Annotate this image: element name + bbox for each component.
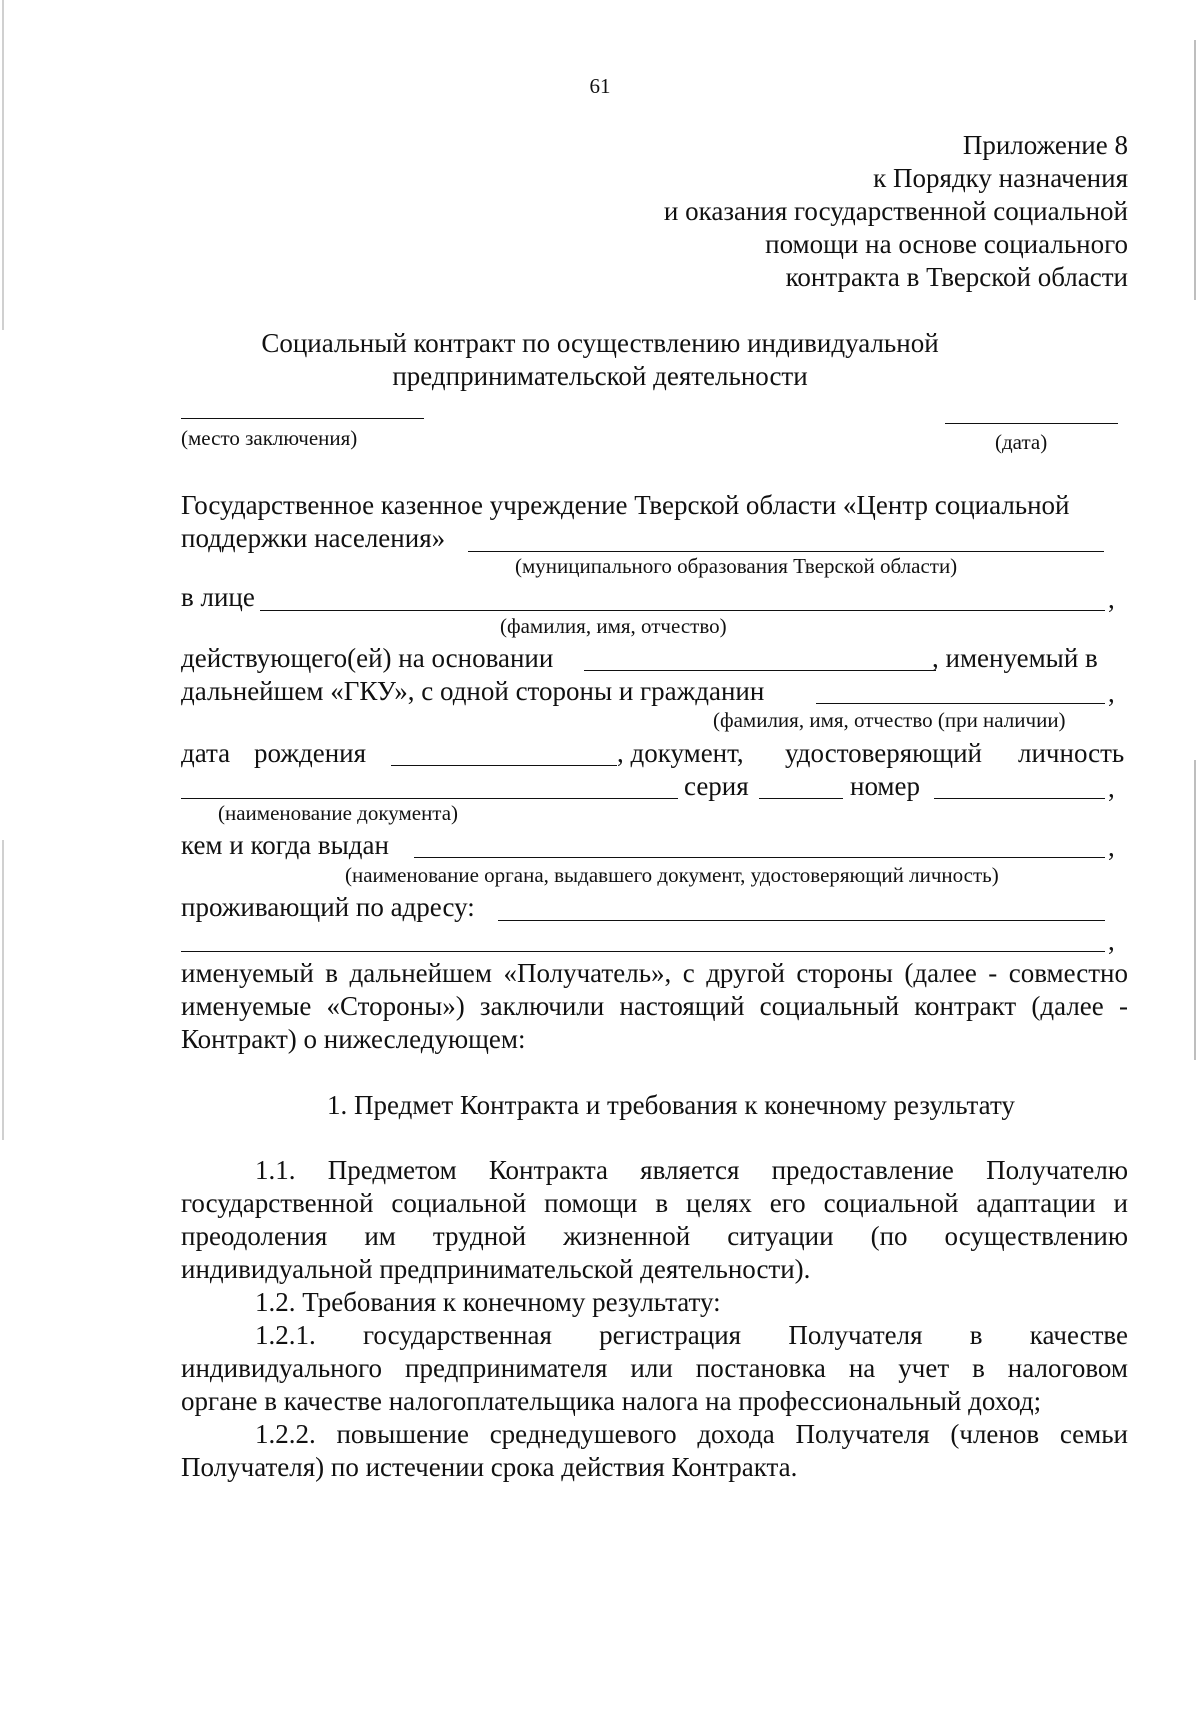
address-label: проживающий по адресу: xyxy=(181,892,475,922)
place-label: (место заключения) xyxy=(181,426,358,450)
scan-edge-mark xyxy=(1194,760,1196,1060)
clause-1-2-2-line-1: 1.2.2. повышение среднедушевого дохода Получателя (членов семьи xyxy=(255,1419,1128,1449)
date-blank xyxy=(945,423,1118,424)
municipality-blank xyxy=(468,551,1104,552)
clause-1-1-line-4: индивидуальной предпринимательской деятельности). xyxy=(181,1254,811,1284)
identifying-word: удостоверяющий xyxy=(785,738,982,768)
scan-edge-mark xyxy=(2,840,4,1140)
number-blank xyxy=(934,798,1105,799)
fio-optional-label: (фамилия, имя, отчество (при наличии) xyxy=(713,708,1066,732)
address-blank-2 xyxy=(181,951,1105,952)
page-number: 61 xyxy=(589,74,611,98)
clause-1-1-line-3: преодоления им трудной жизненной ситуации (по осуществлению xyxy=(181,1221,1128,1251)
birth-date-blank xyxy=(391,765,617,766)
gku-citizen-label: дальнейшем «ГКУ», с одной стороны и гражданин xyxy=(181,676,765,706)
hereinafter-label: , именуемый в xyxy=(932,643,1098,673)
document-word: , документ, xyxy=(617,738,744,768)
recipient-line-1: именуемый в дальнейшем «Получатель», с другой стороны (далее - совместно xyxy=(181,958,1128,988)
clause-1-1-line-2: государственной социальной помощи в целях его социальной адаптации и xyxy=(181,1188,1128,1218)
appendix-line-2: к Порядку назначения xyxy=(873,163,1128,193)
fio-label: (фамилия, имя, отчество) xyxy=(500,614,727,638)
appendix-line-1: Приложение 8 xyxy=(962,130,1128,160)
clause-1-2-2-line-2: Получателя) по истечении срока действия Контракта. xyxy=(181,1452,798,1482)
scan-edge-mark xyxy=(2,0,4,330)
clause-1-2-1-line-2: индивидуального предпринимателя или постановка на учет в налоговом xyxy=(181,1353,1128,1383)
issued-by-label: кем и когда выдан xyxy=(181,830,389,860)
identity-word: личность xyxy=(1018,738,1125,768)
appendix-line-5: контракта в Тверской области xyxy=(785,262,1128,292)
clause-1-2-1-line-3: органе в качестве налогоплательщика налога на профессиональный доход; xyxy=(181,1386,1042,1416)
comma: , xyxy=(1108,678,1115,708)
comma: , xyxy=(1108,773,1115,803)
representative-blank xyxy=(260,610,1105,611)
clause-1-2-1-line-1: 1.2.1. государственная регистрация Получателя в качестве xyxy=(255,1320,1128,1350)
clause-1-2: 1.2. Требования к конечному результату: xyxy=(255,1287,721,1317)
birth-word-1: дата xyxy=(181,738,231,768)
comma: , xyxy=(1108,926,1115,956)
municipality-label: (муниципального образования Тверской области) xyxy=(515,554,958,578)
citizen-blank xyxy=(816,703,1105,704)
recipient-line-3: Контракт) о нижеследующем: xyxy=(181,1024,526,1054)
series-blank xyxy=(759,798,843,799)
org-line-1: Государственное казенное учреждение Тверской области «Центр социальной xyxy=(181,490,1070,520)
issuer-label: (наименование органа, выдавшего документ, удостоверяющий личность) xyxy=(345,863,999,887)
address-blank xyxy=(498,920,1105,921)
place-blank xyxy=(181,418,424,419)
org-line-2: поддержки населения» xyxy=(181,523,446,553)
appendix-line-4: помощи на основе социального xyxy=(765,229,1128,259)
document-title-line-2: предпринимательской деятельности xyxy=(392,361,808,391)
birth-word-2: рождения xyxy=(254,738,367,768)
number-label: номер xyxy=(850,771,921,801)
issued-by-blank xyxy=(414,857,1105,858)
acting-basis-label: действующего(ей) на основании xyxy=(181,643,554,673)
basis-blank xyxy=(584,670,936,671)
section-1-heading: 1. Предмет Контракта и требования к конечному результату xyxy=(327,1090,1015,1120)
document-name-blank xyxy=(181,798,678,799)
document-name-label: (наименование документа) xyxy=(218,801,459,825)
date-label: (дата) xyxy=(995,430,1048,454)
in-person-label: в лице xyxy=(181,582,255,612)
document-title-line-1: Социальный контракт по осуществлению индивидуальной xyxy=(261,328,939,358)
clause-1-1-line-1: 1.1. Предметом Контракта является предоставление Получателю xyxy=(255,1155,1128,1185)
recipient-line-2: именуемые «Стороны») заключили настоящий социальный контракт (далее - xyxy=(181,991,1128,1021)
scan-edge-mark xyxy=(1194,40,1196,300)
appendix-line-3: и оказания государственной социальной xyxy=(663,196,1128,226)
series-label: серия xyxy=(684,771,749,801)
comma: , xyxy=(1108,832,1115,862)
comma: , xyxy=(1108,584,1115,614)
